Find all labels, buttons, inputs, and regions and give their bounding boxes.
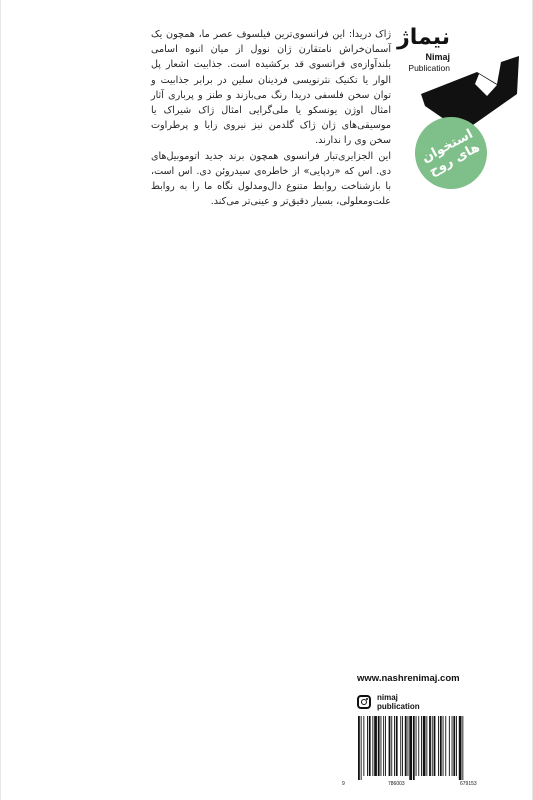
barcode-bar [462,716,463,780]
barcode-bar [385,716,386,776]
barcode-bar [358,716,360,780]
blurb-paragraph-1: ژاک دریدا: این فرانسوی‌ترین فیلسوف عصر ما، همچون یک آسمان‌خراش نامتقارن ژان نوول از میان انبوه اسامی بلندآوازه‌ی فرانسوی قد برکشیده است. جذابیت اشعار پل الوار یا تکنیک نثرنویسی فردینان سلین در برابر جذابیت و توان سخن فلسفی دریدا رنگ می‌بازند و طنز و پرباری آثار امثال اوژن یونسکو یا ملی‌گرایی امثال ژاک شیراک یا موسیقی‌های ژان ژاک گلدمن نیز نیروی زایا و پرطراوت سخن وی را ندارند. [151,29,391,147]
barcode-bar [453,716,455,776]
barcode-bar [413,716,415,780]
instagram-icon [357,695,371,709]
barcode-bar [378,716,380,776]
barcode-bar [361,716,362,780]
instagram-handle-line2: publication [377,702,420,711]
logo-wordmark: نیماژ [397,25,450,50]
barcode-bar [405,716,407,776]
barcode-digit-left: 9 [342,781,345,787]
instagram-row [357,690,420,714]
barcode-bar [363,716,364,776]
barcode-bar [434,716,436,776]
logo-name: Nimaj [425,52,450,62]
series-badge-label: استخوان های روح [419,126,483,180]
barcode-bar [408,716,409,776]
barcode-bar [443,716,444,776]
barcode-bar [432,716,433,776]
barcode-bar [445,716,446,776]
barcode [356,716,506,780]
barcode-bar [409,716,412,780]
barcode-bar [426,716,427,776]
instagram-handle-line1: nimaj [377,693,398,702]
barcode-bar [383,716,384,776]
barcode-bar [381,716,382,776]
barcode-bar [449,716,450,776]
blurb-paragraph-2: این الجزایری‌تبار فرانسوی همچون برند جدید اتوموبیل‌های دی. اس که «ردپایی» از خاطره‌ی سیدروئن دی. اس است، با بازشناخت روابط متنوع دال‌ومدلول نگاه ما را به روابط علت‌ومعلولی، بسیار دقیق‌تر و عینی‌تر می‌کند. [151,150,391,208]
barcode-bar [402,716,403,776]
barcode-bar [394,716,395,776]
website-url: www.nashrenimaj.com [357,673,460,684]
barcode-bar [367,716,368,776]
logo-subtitle: Publication [408,63,450,73]
barcode-bar [389,716,391,776]
blurb-text [151,27,391,209]
barcode-bar [416,716,417,776]
barcode-bar [440,716,442,776]
barcode-bar [459,716,462,780]
barcode-bar [418,716,419,776]
barcode-bar [369,716,371,776]
barcode-digits [342,781,512,791]
barcode-digit-group-1: 786003 [388,781,405,787]
barcode-bar [423,716,426,776]
barcode-bar [438,716,439,776]
barcode-bar [372,716,373,776]
barcode-digit-group-2: 679153 [460,781,477,787]
barcode-bar [429,716,431,776]
barcode-bar [421,716,422,776]
barcode-bar [452,716,453,776]
barcode-bar [400,716,401,776]
barcode-bar [374,716,377,776]
barcode-bar [456,716,457,776]
barcode-bar [391,716,392,776]
instagram-handle [377,693,420,711]
barcode-bar [396,716,398,776]
